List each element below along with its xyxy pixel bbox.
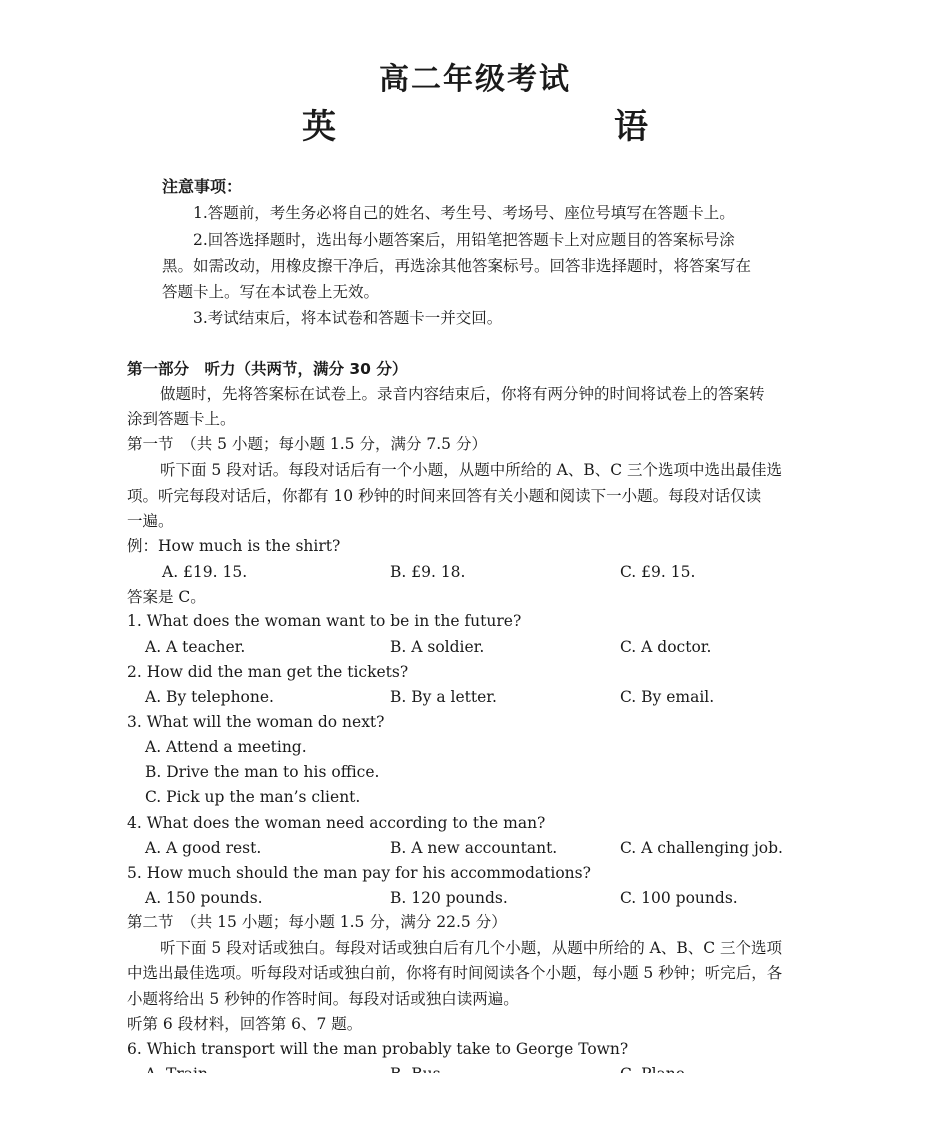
question-5-option-a: A. 150 pounds. [145,889,263,907]
section2-heading: 第二节 （共 15 小题；每小题 1.5 分，满分 22.5 分） [127,913,507,931]
question-3-option-b: B. Drive the man to his office. [145,763,380,781]
notice-heading: 注意事项： [162,177,243,196]
question-5: 5. How much should the man pay for his accommodations? [127,864,591,882]
section1-intro-c: 一遍。 [127,512,174,530]
page-crop-edge [0,1073,950,1137]
section2-intro-b: 中选出最佳选项。听每段对话或独白前，你将有时间阅读各个小题，每小题 5 秒钟；听完后，各 [127,964,783,982]
question-2: 2. How did the man get the tickets? [127,663,409,681]
question-5-option-c: C. 100 pounds. [620,889,738,907]
part1-heading: 第一部分 听力（共两节，满分 30 分） [127,360,408,378]
notice-line-2b: 黑。如需改动，用橡皮擦干净后，再选涂其他答案标号。回答非选择题时，将答案写在 [162,257,752,275]
question-3: 3. What will the woman do next? [127,713,385,731]
question-4: 4. What does the woman need according to the man? [127,814,546,832]
example-question: 例：How much is the shirt? [127,537,341,555]
question-1-option-a: A. A teacher. [145,638,246,656]
question-4-option-c: C. A challenging job. [620,839,783,857]
section1-intro-b: 项。听完每段对话后，你都有 10 秒钟的时间来回答有关小题和阅读下一小题。每段对话仅读 [127,487,762,505]
question-3-option-a: A. Attend a meeting. [145,738,307,756]
notice-line-1: 1.答题前，考生务必将自己的姓名、考生号、考场号、座位号填写在答题卡上。 [193,204,735,222]
section1-heading: 第一节 （共 5 小题；每小题 1.5 分，满分 7.5 分） [127,435,487,453]
notice-line-2a: 2.回答选择题时，选出每小题答案后，用铅笔把答题卡上对应题目的答案标号涂 [193,231,735,249]
part1-intro-a: 做题时，先将答案标在试卷上。录音内容结束后，你将有两分钟的时间将试卷上的答案转 [160,385,765,403]
example-answer: 答案是 C。 [127,588,206,606]
example-option-b: B. £9. 18. [390,563,466,581]
question-6: 6. Which transport will the man probably take to George Town? [127,1040,629,1058]
notice-line-3: 3.考试结束后，将本试卷和答题卡一并交回。 [193,309,503,327]
subject-title: 英 语 [302,107,718,147]
question-1: 1. What does the woman want to be in the future? [127,612,522,630]
question-4-option-b: B. A new accountant. [390,839,558,857]
question-2-option-c: C. By email. [620,688,715,706]
part1-intro-b: 涂到答题卡上。 [127,410,236,428]
question-2-option-a: A. By telephone. [145,688,274,706]
material-6-heading: 听第 6 段材料，回答第 6、7 题。 [127,1015,363,1033]
section2-intro-c: 小题将给出 5 秒钟的作答时间。每段对话或独白读两遍。 [127,990,519,1008]
example-option-c: C. £9. 15. [620,563,696,581]
section2-intro-a: 听下面 5 段对话或独白。每段对话或独白后有几个小题，从题中所给的 A、B、C 三个选项 [160,939,783,957]
example-option-a: A. £19. 15. [162,563,248,581]
question-1-option-b: B. A soldier. [390,638,485,656]
question-2-option-b: B. By a letter. [390,688,497,706]
section1-intro-a: 听下面 5 段对话。每段对话后有一个小题，从题中所给的 A、B、C 三个选项中选出最佳选 [160,461,783,479]
question-5-option-b: B. 120 pounds. [390,889,508,907]
notice-line-2c: 答题卡上。写在本试卷上无效。 [162,283,380,301]
question-4-option-a: A. A good rest. [145,839,262,857]
question-1-option-c: C. A doctor. [620,638,712,656]
exam-title: 高二年级考试 [379,62,571,97]
question-3-option-c: C. Pick up the man’s client. [145,788,361,806]
